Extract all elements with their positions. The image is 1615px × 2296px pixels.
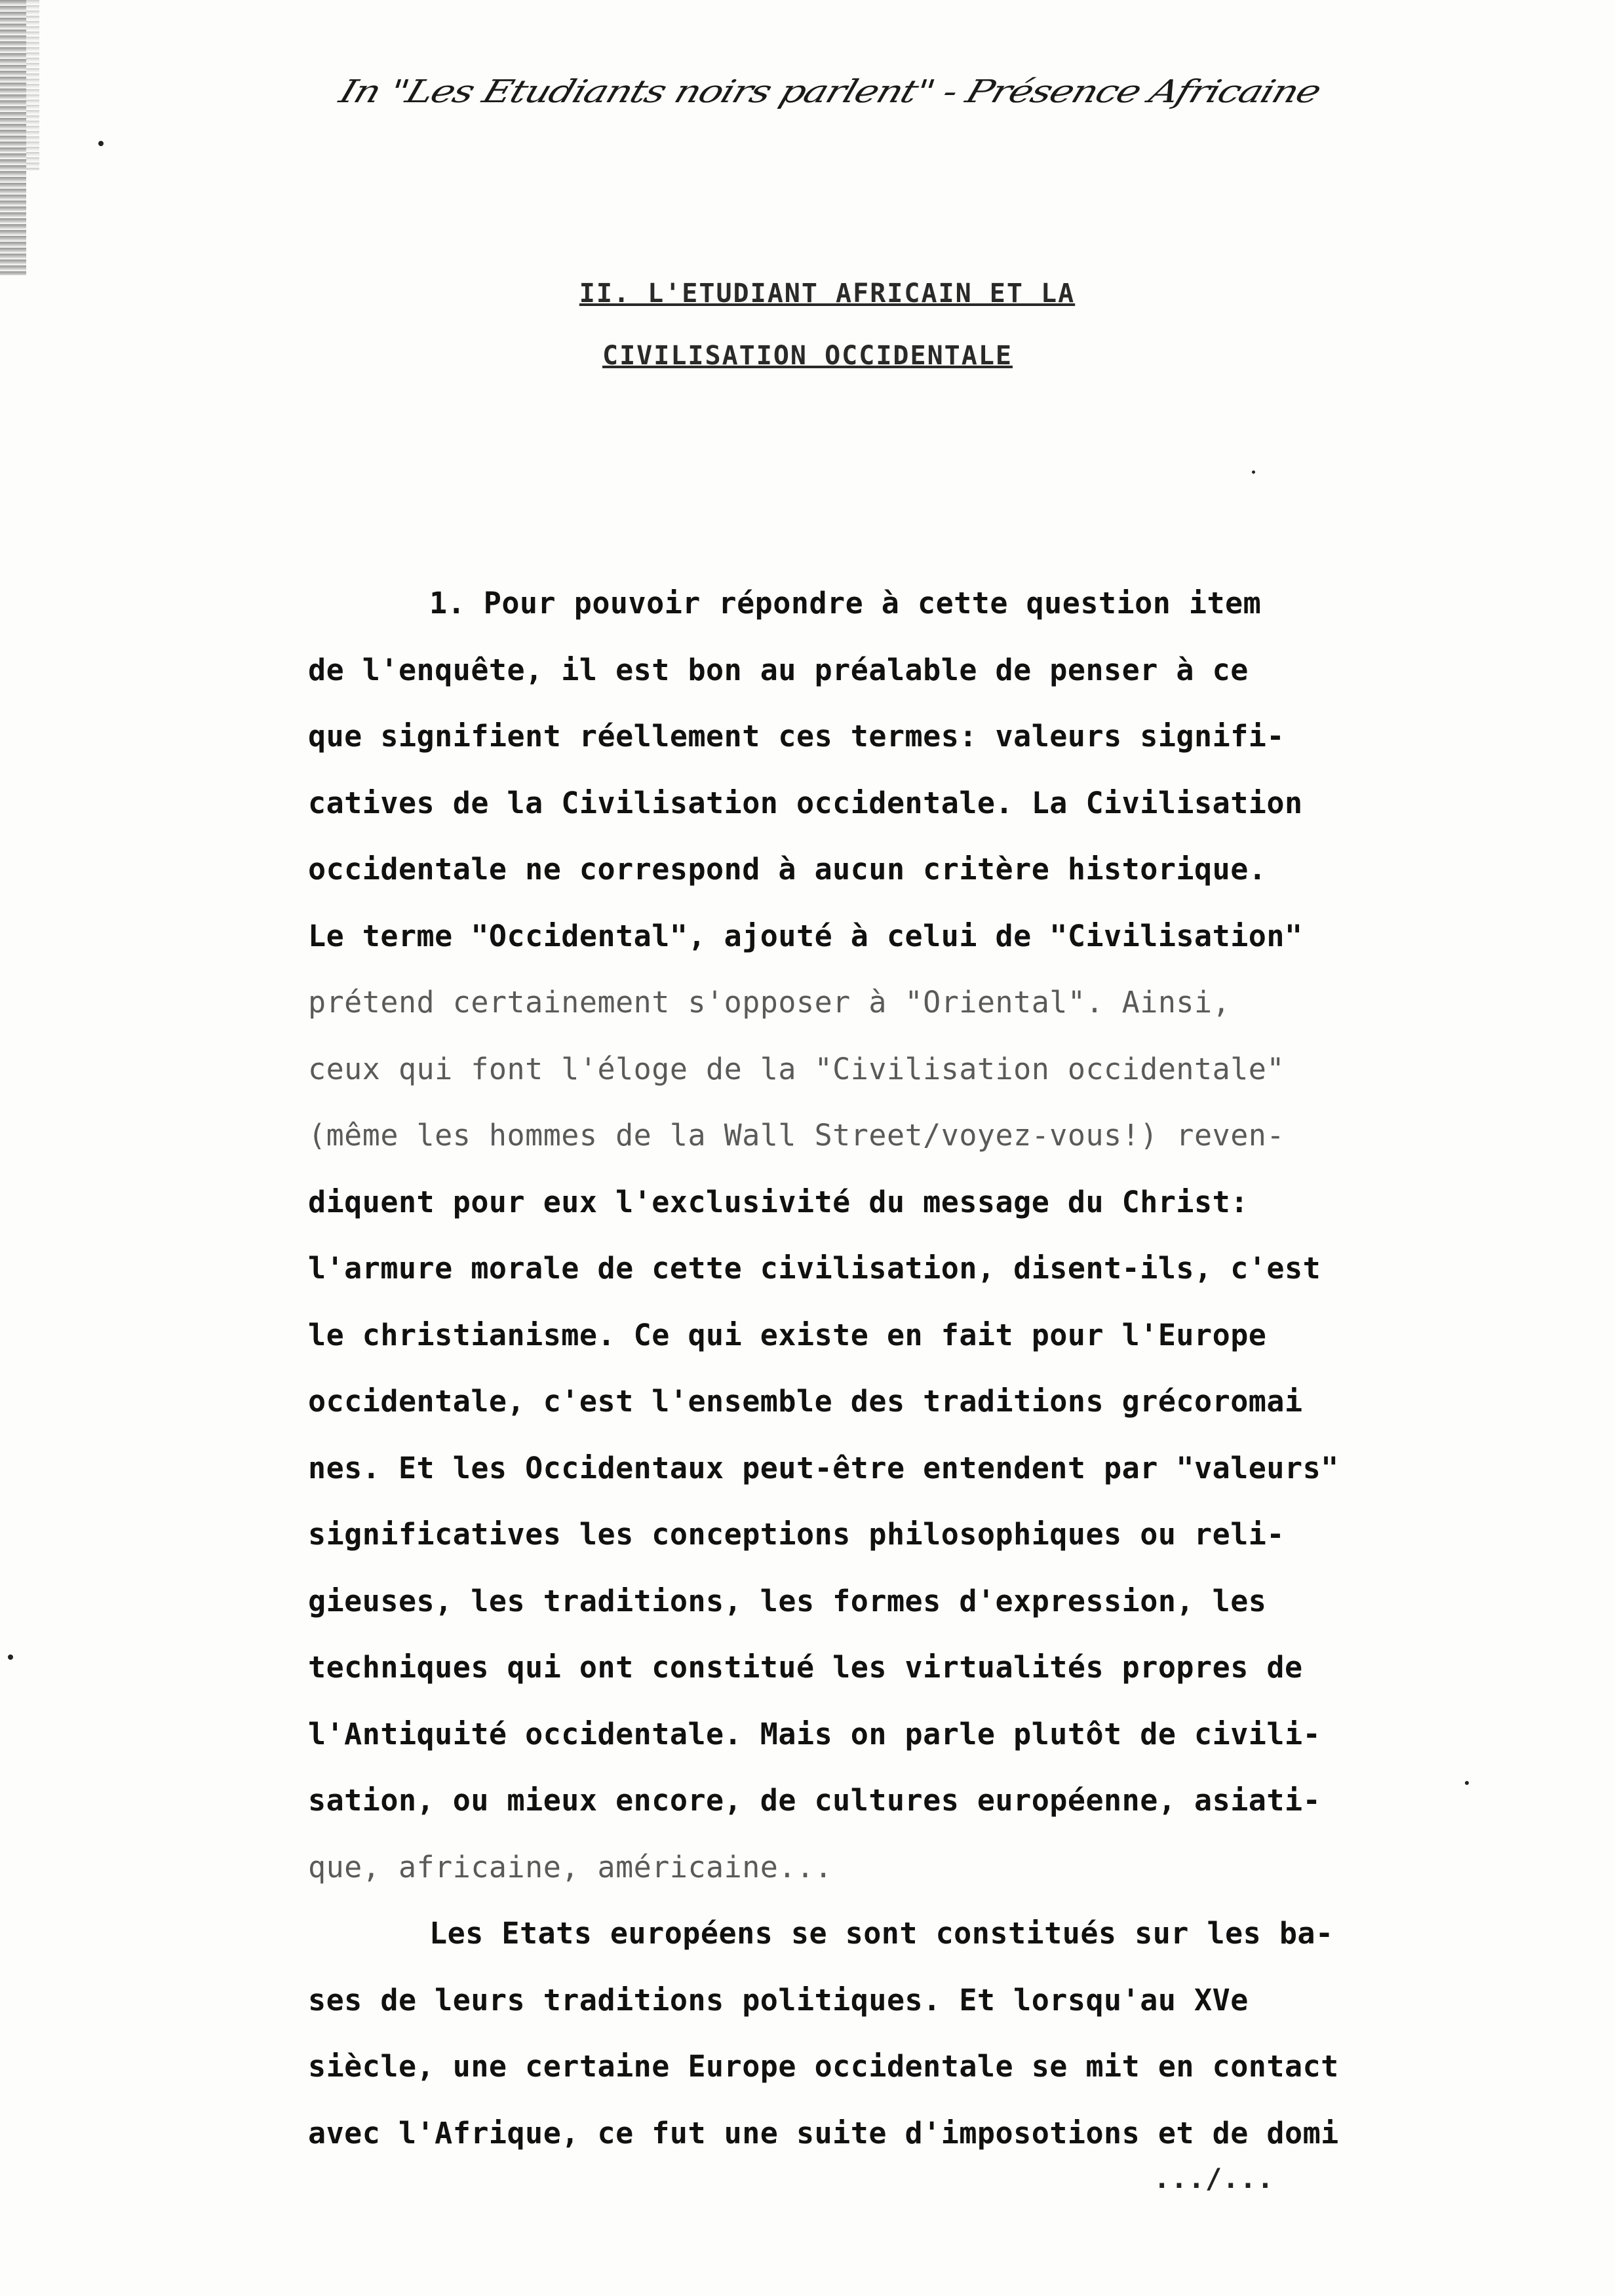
scan-edge-artifact-inner bbox=[26, 0, 39, 170]
text-line: catives de la Civilisation occidentale. La Civilisation bbox=[308, 785, 1303, 820]
text-line: siècle, une certaine Europe occidentale se mit en contact bbox=[308, 2049, 1339, 2084]
text-line: 1. Pour pouvoir répondre à cette question item bbox=[429, 586, 1262, 621]
text-line: occidentale, c'est l'ensemble des traditions grécoromai bbox=[308, 1384, 1303, 1419]
body-text bbox=[308, 570, 1435, 2166]
scan-speck bbox=[1465, 1781, 1469, 1785]
text-line: Les Etats européens se sont constitués sur les ba- bbox=[429, 1916, 1334, 1951]
text-line: le christianisme. Ce qui existe en fait pour l'Europe bbox=[308, 1317, 1267, 1352]
text-line: (même les hommes de la Wall Street/voyez-vous!) reven- bbox=[308, 1118, 1285, 1153]
text-line: techniques qui ont constitué les virtualités propres de bbox=[308, 1650, 1303, 1685]
text-line: occidentale ne correspond à aucun critère historique. bbox=[308, 852, 1267, 887]
text-line: que, africaine, américaine... bbox=[308, 1849, 833, 1885]
scan-speck bbox=[1252, 470, 1255, 474]
text-line: l'Antiquité occidentale. Mais on parle plutôt de civili- bbox=[308, 1716, 1321, 1751]
text-line: diquent pour eux l'exclusivité du message du Christ: bbox=[308, 1184, 1249, 1219]
handwritten-note: In "Les Etudiants noirs parlent" - Présence Africaine bbox=[334, 73, 1325, 110]
text-line: significatives les conceptions philosophiques ou reli- bbox=[308, 1517, 1285, 1552]
scan-speck bbox=[8, 1655, 13, 1660]
section-heading-line-1: II. L'ETUDIANT AFRICAIN ET LA bbox=[579, 278, 1076, 309]
text-line: prétend certainement s'opposer à "Oriental". Ainsi, bbox=[308, 985, 1231, 1020]
text-line: nes. Et les Occidentaux peut-être entendent par "valeurs" bbox=[308, 1450, 1339, 1485]
text-line: sation, ou mieux encore, de cultures européenne, asiati- bbox=[308, 1783, 1321, 1818]
text-line: gieuses, les traditions, les formes d'expression, les bbox=[308, 1583, 1267, 1618]
text-line: de l'enquête, il est bon au préalable de penser à ce bbox=[308, 652, 1249, 687]
scan-speck bbox=[98, 141, 104, 146]
text-line: l'armure morale de cette civilisation, disent-ils, c'est bbox=[308, 1251, 1321, 1286]
text-line: que signifient réellement ces termes: valeurs signifi- bbox=[308, 719, 1285, 754]
continuation-marker: .../... bbox=[1154, 2162, 1275, 2194]
section-heading-line-2: CIVILISATION OCCIDENTALE bbox=[602, 341, 1013, 371]
scan-edge-artifact bbox=[0, 0, 26, 275]
text-line: ses de leurs traditions politiques. Et lorsqu'au XVe bbox=[308, 1982, 1249, 2018]
text-line: avec l'Afrique, ce fut une suite d'imposotions et de domi bbox=[308, 2115, 1339, 2151]
text-line: ceux qui font l'éloge de la "Civilisation occidentale" bbox=[308, 1051, 1285, 1086]
text-line: Le terme "Occidental", ajouté à celui de "Civilisation" bbox=[308, 918, 1303, 953]
